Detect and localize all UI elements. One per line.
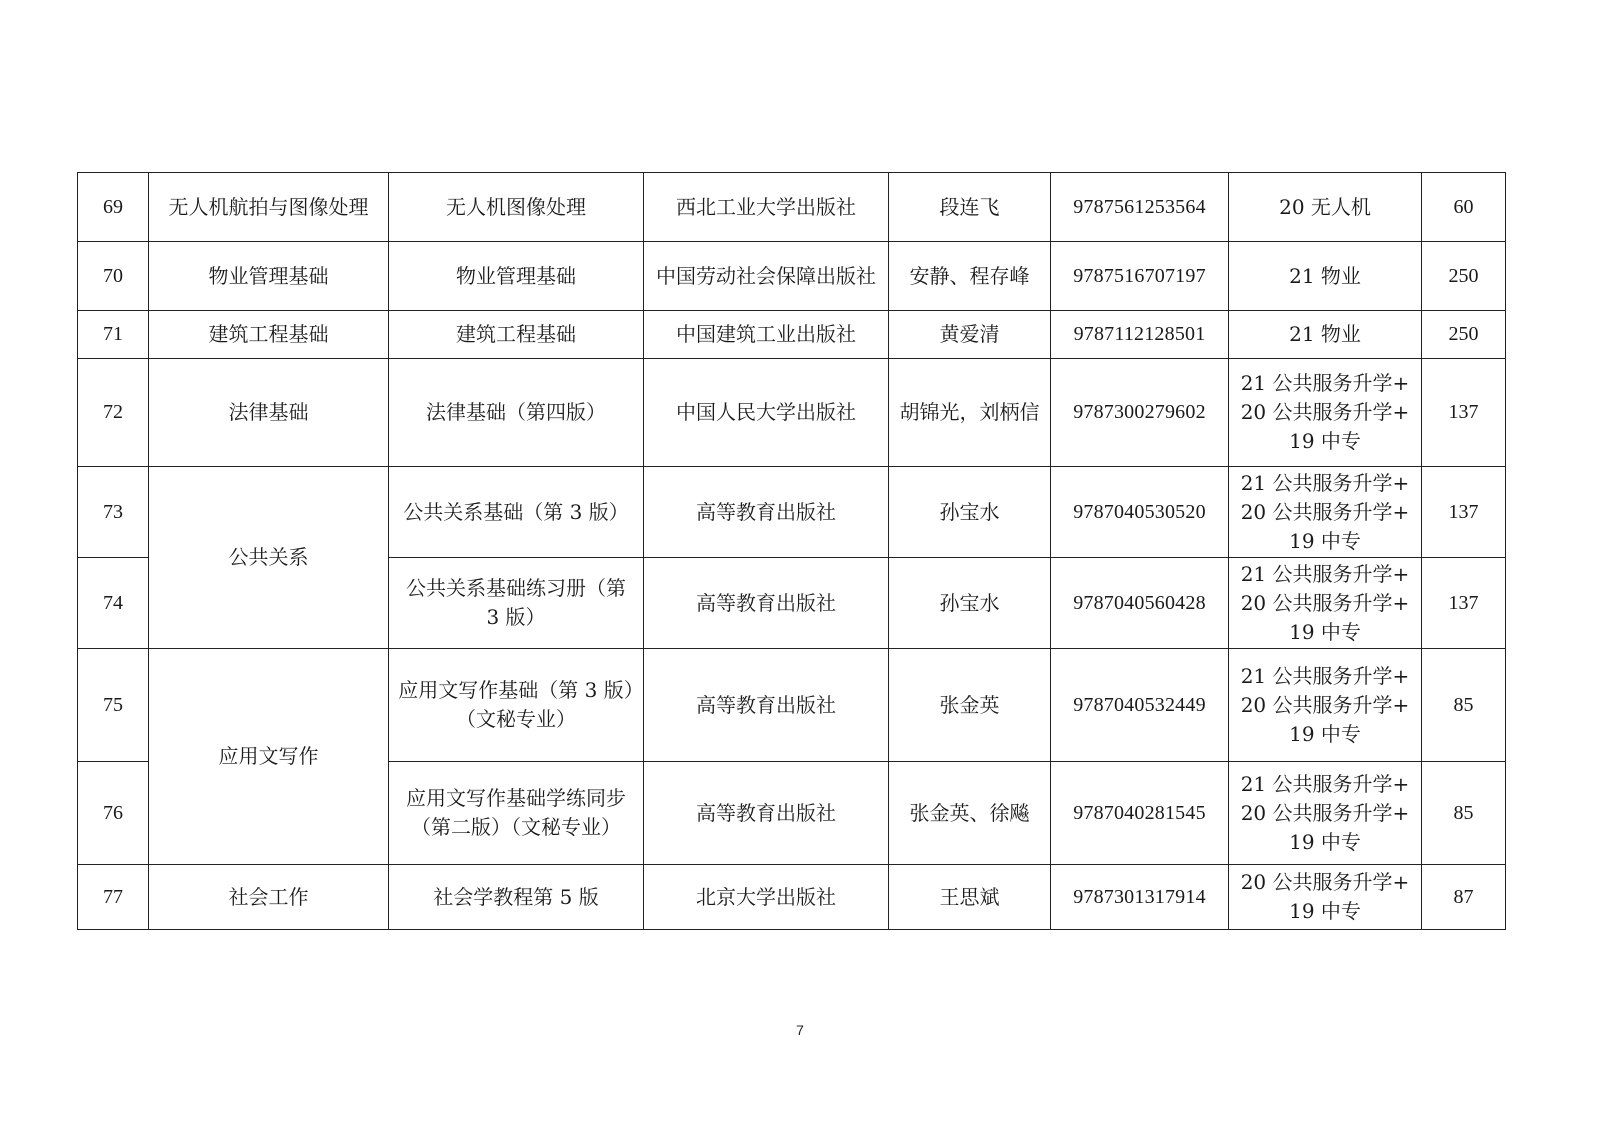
- author: 孙宝水: [889, 467, 1051, 558]
- row-number: 71: [78, 311, 149, 359]
- table-row: [78, 359, 1506, 467]
- table-row: [78, 865, 1506, 930]
- table-row: [78, 242, 1506, 311]
- author: 孙宝水: [889, 558, 1051, 649]
- class-name: 21 物业: [1229, 242, 1422, 311]
- quantity: 137: [1422, 467, 1506, 558]
- row-number: 75: [78, 649, 149, 762]
- row-number: 70: [78, 242, 149, 311]
- author: 张金英、徐飚: [889, 762, 1051, 865]
- quantity: 250: [1422, 242, 1506, 311]
- row-number: 77: [78, 865, 149, 930]
- class-name: 21 公共服务升学+20 公共服务升学+19 中专: [1229, 762, 1422, 865]
- book-title: 应用文写作基础（第 3 版）（文秘专业）: [389, 649, 644, 762]
- table-row: [78, 311, 1506, 359]
- book-title: 物业管理基础: [389, 242, 644, 311]
- publisher: 北京大学出版社: [644, 865, 889, 930]
- isbn: 9787040532449: [1051, 649, 1229, 762]
- publisher: 中国人民大学出版社: [644, 359, 889, 467]
- course-name: 社会工作: [149, 865, 389, 930]
- book-title: 公共关系基础（第 3 版）: [389, 467, 644, 558]
- class-name: 21 公共服务升学+20 公共服务升学+19 中专: [1229, 359, 1422, 467]
- quantity: 60: [1422, 173, 1506, 242]
- row-number: 72: [78, 359, 149, 467]
- author: 段连飞: [889, 173, 1051, 242]
- quantity: 250: [1422, 311, 1506, 359]
- author: 张金英: [889, 649, 1051, 762]
- table-row: [78, 649, 1506, 762]
- author: 胡锦光，刘柄信: [889, 359, 1051, 467]
- course-name: 法律基础: [149, 359, 389, 467]
- isbn: 9787040530520: [1051, 467, 1229, 558]
- book-title: 公共关系基础练习册（第 3 版）: [389, 558, 644, 649]
- class-name: 21 物业: [1229, 311, 1422, 359]
- table-row: [78, 467, 1506, 558]
- isbn: 9787040281545: [1051, 762, 1229, 865]
- publisher: 高等教育出版社: [644, 467, 889, 558]
- class-name: 20 无人机: [1229, 173, 1422, 242]
- course-name: 无人机航拍与图像处理: [149, 173, 389, 242]
- isbn: 9787040560428: [1051, 558, 1229, 649]
- isbn: 9787516707197: [1051, 242, 1229, 311]
- quantity: 87: [1422, 865, 1506, 930]
- row-number: 74: [78, 558, 149, 649]
- quantity: 85: [1422, 649, 1506, 762]
- table-row: [78, 173, 1506, 242]
- class-name: 21 公共服务升学+20 公共服务升学+19 中专: [1229, 558, 1422, 649]
- page-number: 7: [796, 1022, 804, 1038]
- author: 黄爱清: [889, 311, 1051, 359]
- course-name: 建筑工程基础: [149, 311, 389, 359]
- quantity: 85: [1422, 762, 1506, 865]
- quantity: 137: [1422, 359, 1506, 467]
- publisher: 高等教育出版社: [644, 558, 889, 649]
- book-title: 社会学教程第 5 版: [389, 865, 644, 930]
- book-title: 法律基础（第四版）: [389, 359, 644, 467]
- book-title: 应用文写作基础学练同步（第二版）（文秘专业）: [389, 762, 644, 865]
- textbook-table: [77, 172, 1506, 930]
- course-name: 公共关系: [149, 467, 389, 649]
- class-name: 20 公共服务升学+19 中专: [1229, 865, 1422, 930]
- isbn: 9787301317914: [1051, 865, 1229, 930]
- course-name: 应用文写作: [149, 649, 389, 865]
- author: 王思斌: [889, 865, 1051, 930]
- author: 安静、程存峰: [889, 242, 1051, 311]
- row-number: 76: [78, 762, 149, 865]
- isbn: 9787112128501: [1051, 311, 1229, 359]
- quantity: 137: [1422, 558, 1506, 649]
- class-name: 21 公共服务升学+20 公共服务升学+19 中专: [1229, 467, 1422, 558]
- publisher: 高等教育出版社: [644, 762, 889, 865]
- row-number: 73: [78, 467, 149, 558]
- publisher: 西北工业大学出版社: [644, 173, 889, 242]
- isbn: 9787561253564: [1051, 173, 1229, 242]
- isbn: 9787300279602: [1051, 359, 1229, 467]
- class-name: 21 公共服务升学+20 公共服务升学+19 中专: [1229, 649, 1422, 762]
- publisher: 中国劳动社会保障出版社: [644, 242, 889, 311]
- publisher: 高等教育出版社: [644, 649, 889, 762]
- row-number: 69: [78, 173, 149, 242]
- publisher: 中国建筑工业出版社: [644, 311, 889, 359]
- book-title: 建筑工程基础: [389, 311, 644, 359]
- course-name: 物业管理基础: [149, 242, 389, 311]
- book-title: 无人机图像处理: [389, 173, 644, 242]
